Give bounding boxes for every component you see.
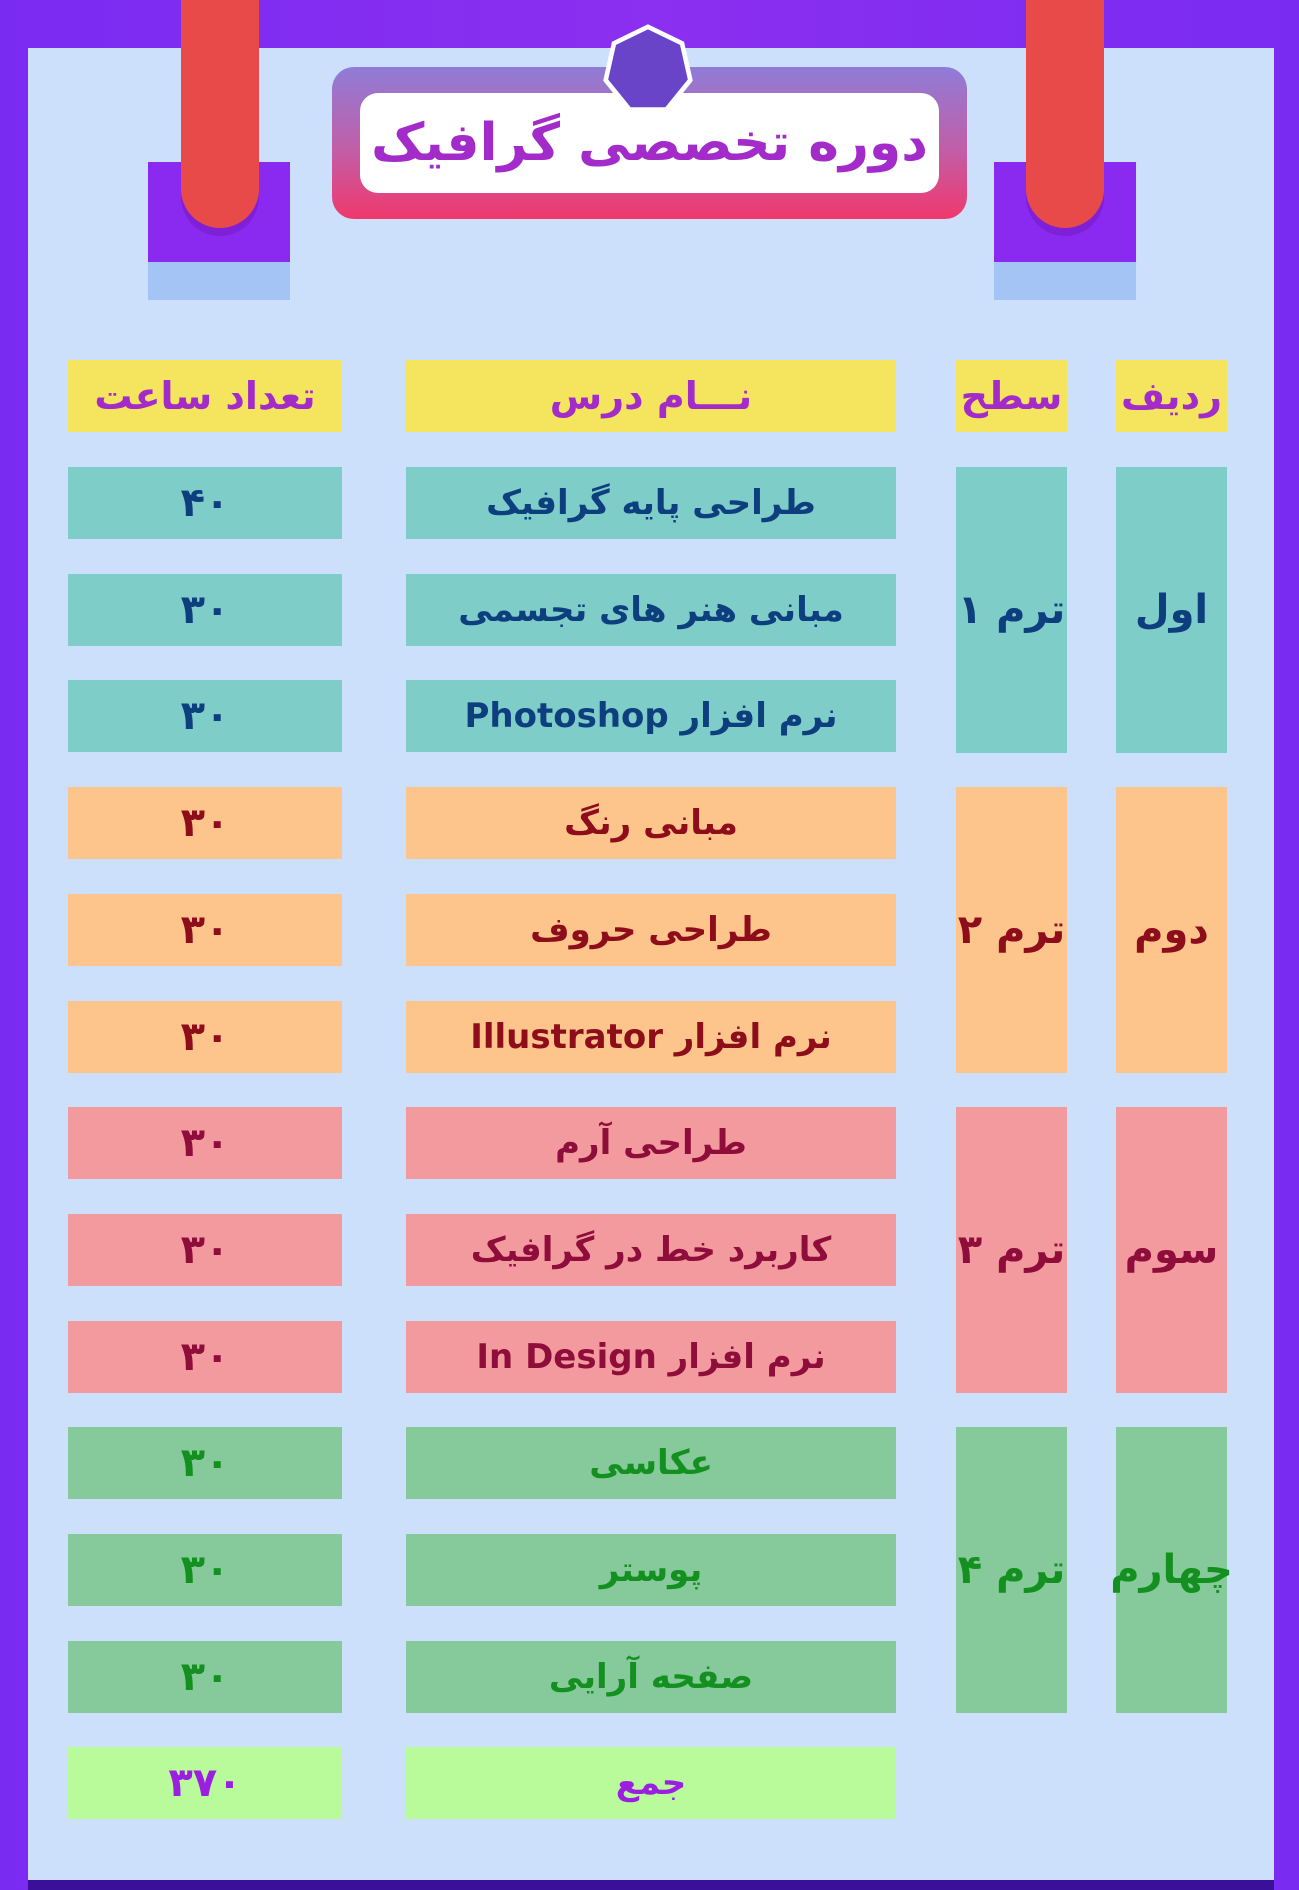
course-hours-cell: ۳۰ [68,894,342,966]
left-clip-strap [181,0,259,228]
row-label-cell: اول [1116,467,1227,753]
level-cell: ترم ۳ [956,1107,1067,1393]
header-hours: تعداد ساعت [68,360,342,432]
row-label-cell: سوم [1116,1107,1227,1393]
course-hours-cell: ۳۰ [68,1427,342,1499]
course-name-cell: پوستر [406,1534,896,1606]
course-name-cell: طراحی حروف [406,894,896,966]
header-level: سطح [956,360,1067,432]
bottom-border [28,1880,1274,1890]
level-cell: ترم ۲ [956,787,1067,1073]
course-name-cell: کاربرد خط در گرافیک [406,1214,896,1286]
course-name-cell: طراحی پایه گرافیک [406,467,896,539]
course-name-cell: مبانی هنر های تجسمی [406,574,896,646]
course-name-cell: مبانی رنگ [406,787,896,859]
course-hours-cell: ۳۰ [68,680,342,752]
header-row: ردیف [1116,360,1227,432]
total-hours-cell: ۳۷۰ [68,1747,342,1819]
heptagon-icon [602,24,694,116]
course-name-cell: نرم افزار Illustrator [406,1001,896,1073]
course-name-cell: طراحی آرم [406,1107,896,1179]
header-course: نـــام درس [406,360,896,432]
course-hours-cell: ۴۰ [68,467,342,539]
course-name-cell: صفحه آرایی [406,1641,896,1713]
row-label-cell: دوم [1116,787,1227,1073]
course-name-cell: نرم افزار Photoshop [406,680,896,752]
course-hours-cell: ۳۰ [68,787,342,859]
course-hours-cell: ۳۰ [68,1534,342,1606]
level-cell: ترم ۱ [956,467,1067,753]
left-clip-shadow [148,262,290,300]
course-name-cell: عکاسی [406,1427,896,1499]
course-hours-cell: ۳۰ [68,574,342,646]
course-hours-cell: ۳۰ [68,1214,342,1286]
course-hours-cell: ۳۰ [68,1107,342,1179]
course-hours-cell: ۳۰ [68,1321,342,1393]
course-name-cell: نرم افزار In Design [406,1321,896,1393]
row-label-cell: چهارم [1116,1427,1227,1713]
total-label-cell: جمع [406,1747,896,1819]
page-title: دوره تخصصی گرافیک [371,113,928,173]
right-clip-strap [1026,0,1104,228]
level-cell: ترم ۴ [956,1427,1067,1713]
course-hours-cell: ۳۰ [68,1641,342,1713]
right-clip-shadow [994,262,1136,300]
course-hours-cell: ۳۰ [68,1001,342,1073]
